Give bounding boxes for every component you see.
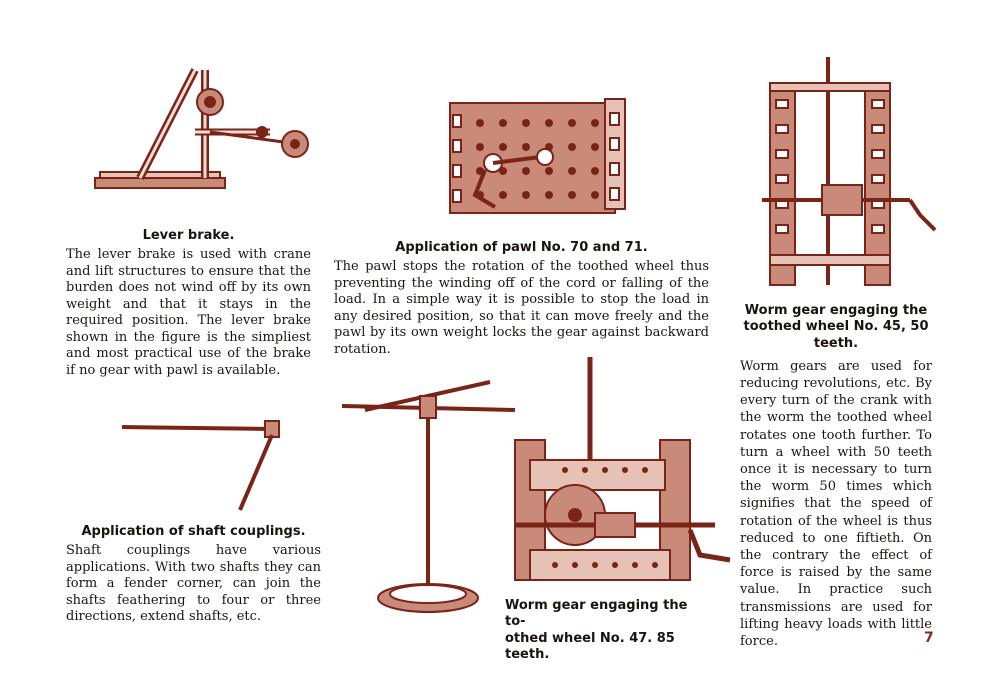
worm-gear-45-illustration: [760, 55, 940, 295]
pawl-heading: Application of pawl No. 70 and 71.: [395, 240, 648, 255]
worm-gear-47-heading-line1: Worm gear engaging the to-: [505, 598, 688, 630]
pulley-stand-illustration: [340, 378, 520, 618]
worm-gear-45-heading-line1: Worm gear engaging the: [744, 303, 928, 318]
lever-brake-body: The lever brake is used with crane and lift structures to ensure that the burden does not wind off by its own weight and that it stays in the required position. The lever brake shown in the figure is the simpliest and most practical use of the brake if no gear with pawl is available.: [66, 247, 311, 378]
pawl-section: [334, 240, 709, 358]
shaft-couplings-body: Shaft couplings have various applications. With two shafts they can form a fender corner, can join the shafts feathering to four or three directions, extend shafts, etc.: [66, 543, 321, 625]
worm-gear-47-section: [505, 598, 705, 663]
shaft-couplings-section: [66, 524, 321, 626]
shaft-couplings-heading: Application of shaft couplings.: [81, 524, 306, 539]
worm-gear-47-heading-line2: othed wheel No. 47. 85 teeth.: [505, 630, 675, 662]
worm-gear-45-heading-line2: toothed wheel No. 45, 50 teeth.: [743, 319, 929, 351]
lever-brake-heading: Lever brake.: [142, 228, 235, 243]
worm-gear-45-section: [740, 303, 932, 650]
worm-gear-47-illustration: [505, 355, 735, 595]
lever-brake-section: [66, 228, 311, 379]
page-number: 7: [924, 630, 934, 646]
lever-brake-illustration: [90, 60, 315, 195]
shaft-coupling-illustration: [120, 415, 285, 515]
pawl-body: The pawl stops the rotation of the toothed wheel thus preventing the winding off of the cord or falling of the load. In a simple way it is possible to stop the load in any desired position, so that it can move freely and the pawl by its own weight locks the gear against backward rotation.: [334, 259, 709, 357]
pawl-illustration: [445, 95, 630, 220]
worm-gear-45-body: Worm gears are used for reducing revolutions, etc. By every turn of the crank with the worm the toothed wheel rotates one tooth further. To turn a wheel with 50 teeth once it is necessary to turn the worm 50 times which signifies that the speed of rotation of the wheel is thus reduced to one fiftieth. On the contrary the effect of force is raised by the same value. In practice such transmissions are used for lifting heavy loads with little force.: [740, 358, 932, 649]
